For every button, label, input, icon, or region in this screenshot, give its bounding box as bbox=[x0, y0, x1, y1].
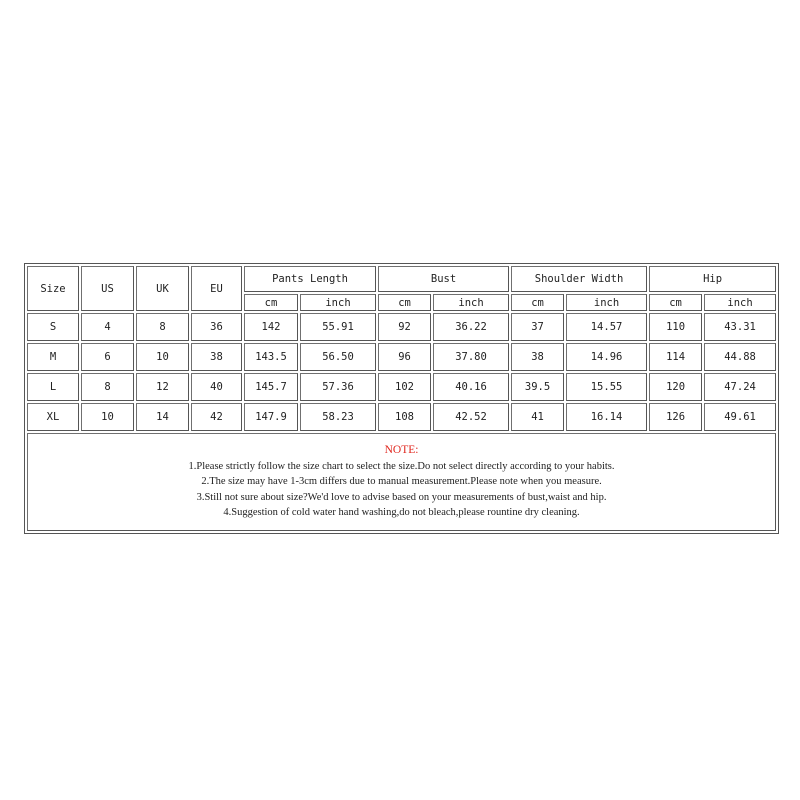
header-us: US bbox=[81, 266, 134, 311]
note-title: NOTE: bbox=[384, 444, 419, 457]
cell-uk: 8 bbox=[136, 313, 189, 341]
cell-pants-cm: 142 bbox=[244, 313, 298, 341]
cell-us: 4 bbox=[81, 313, 134, 341]
cell-shoulder-inch: 14.96 bbox=[566, 343, 647, 371]
cell-bust-cm: 102 bbox=[378, 373, 431, 401]
cell-shoulder-cm: 41 bbox=[511, 403, 564, 431]
subheader-pants-inch: inch bbox=[300, 294, 376, 311]
subheader-bust-cm: cm bbox=[378, 294, 431, 311]
cell-hip-inch: 44.88 bbox=[704, 343, 776, 371]
header-bust: Bust bbox=[378, 266, 509, 292]
cell-shoulder-cm: 37 bbox=[511, 313, 564, 341]
subheader-pants-cm: cm bbox=[244, 294, 298, 311]
cell-hip-inch: 43.31 bbox=[704, 313, 776, 341]
cell-pants-inch: 57.36 bbox=[300, 373, 376, 401]
cell-pants-cm: 145.7 bbox=[244, 373, 298, 401]
table-row-m bbox=[27, 343, 776, 371]
cell-shoulder-cm: 38 bbox=[511, 343, 564, 371]
subheader-hip-cm: cm bbox=[649, 294, 702, 311]
cell-bust-inch: 40.16 bbox=[433, 373, 509, 401]
cell-uk: 12 bbox=[136, 373, 189, 401]
table-row-s bbox=[27, 313, 776, 341]
cell-size: S bbox=[27, 313, 79, 341]
cell-hip-inch: 49.61 bbox=[704, 403, 776, 431]
cell-eu: 38 bbox=[191, 343, 242, 371]
cell-bust-inch: 37.80 bbox=[433, 343, 509, 371]
cell-hip-cm: 114 bbox=[649, 343, 702, 371]
cell-bust-cm: 96 bbox=[378, 343, 431, 371]
cell-size: M bbox=[27, 343, 79, 371]
header-shoulder-width: Shoulder Width bbox=[511, 266, 647, 292]
note-row bbox=[27, 433, 776, 531]
subheader-shoulder-inch: inch bbox=[566, 294, 647, 311]
cell-pants-cm: 147.9 bbox=[244, 403, 298, 431]
cell-us: 6 bbox=[81, 343, 134, 371]
cell-bust-cm: 92 bbox=[378, 313, 431, 341]
header-eu: EU bbox=[191, 266, 242, 311]
subheader-hip-inch: inch bbox=[704, 294, 776, 311]
cell-bust-cm: 108 bbox=[378, 403, 431, 431]
cell-shoulder-cm: 39.5 bbox=[511, 373, 564, 401]
header-pants-length: Pants Length bbox=[244, 266, 376, 292]
cell-uk: 10 bbox=[136, 343, 189, 371]
header-uk: UK bbox=[136, 266, 189, 311]
cell-eu: 36 bbox=[191, 313, 242, 341]
cell-uk: 14 bbox=[136, 403, 189, 431]
header-hip: Hip bbox=[649, 266, 776, 292]
cell-shoulder-inch: 14.57 bbox=[566, 313, 647, 341]
cell-shoulder-inch: 15.55 bbox=[566, 373, 647, 401]
table-row-xl bbox=[27, 403, 776, 431]
table-row-l bbox=[27, 373, 776, 401]
cell-bust-inch: 36.22 bbox=[433, 313, 509, 341]
note-line-4: 4.Suggestion of cold water hand washing,do not bleach,please rountine dry cleaning. bbox=[223, 507, 580, 519]
cell-size: L bbox=[27, 373, 79, 401]
header-row bbox=[27, 266, 776, 292]
subheader-shoulder-cm: cm bbox=[511, 294, 564, 311]
cell-us: 10 bbox=[81, 403, 134, 431]
size-chart-table bbox=[24, 263, 779, 534]
note-line-2: 2.The size may have 1-3cm differs due to manual measurement.Please note when you measure. bbox=[201, 476, 602, 488]
cell-hip-inch: 47.24 bbox=[704, 373, 776, 401]
cell-size: XL bbox=[27, 403, 79, 431]
note-line-3: 3.Still not sure about size?We'd love to advise based on your measurements of bust,waist and hip. bbox=[196, 491, 607, 503]
cell-eu: 42 bbox=[191, 403, 242, 431]
cell-pants-cm: 143.5 bbox=[244, 343, 298, 371]
cell-hip-cm: 126 bbox=[649, 403, 702, 431]
cell-shoulder-inch: 16.14 bbox=[566, 403, 647, 431]
note-box bbox=[27, 433, 776, 531]
cell-pants-inch: 55.91 bbox=[300, 313, 376, 341]
header-size: Size bbox=[27, 266, 79, 311]
subheader-bust-inch: inch bbox=[433, 294, 509, 311]
cell-pants-inch: 58.23 bbox=[300, 403, 376, 431]
cell-us: 8 bbox=[81, 373, 134, 401]
cell-hip-cm: 110 bbox=[649, 313, 702, 341]
cell-bust-inch: 42.52 bbox=[433, 403, 509, 431]
cell-hip-cm: 120 bbox=[649, 373, 702, 401]
note-line-1: 1.Please strictly follow the size chart to select the size.Do not select directly according to your habits. bbox=[188, 460, 615, 472]
cell-pants-inch: 56.50 bbox=[300, 343, 376, 371]
cell-eu: 40 bbox=[191, 373, 242, 401]
